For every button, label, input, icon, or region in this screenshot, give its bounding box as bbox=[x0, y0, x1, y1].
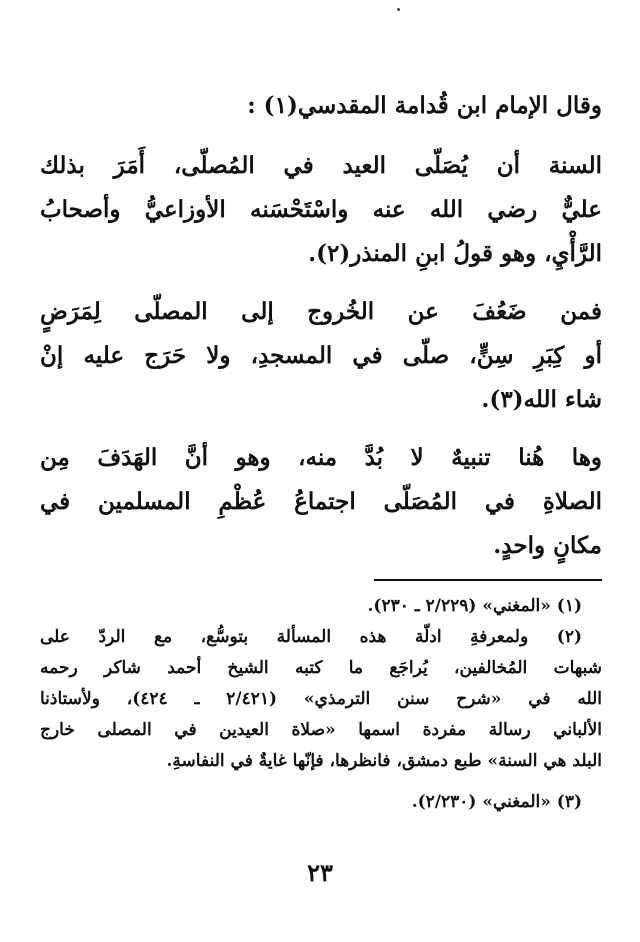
footnote-2-line-1: (٢) ولمعرفةِ ادلّة هذه المسألة بتوسُّع، مع الردّ على bbox=[40, 627, 582, 647]
paragraph-3-line-2: الصلاةِ في المُصَلّى اجتماعُ عُظْمِ المسلمين في bbox=[40, 488, 602, 515]
paragraph-1-line-2: عليٌّ رضي الله عنه واسْتَحْسَنه الأوزاعيُّ وأصحابُ bbox=[40, 196, 602, 223]
footnote-1: (١) «المغني» (٢/٢٢٩ ـ ٢٣٠). bbox=[367, 596, 582, 616]
footnote-2-line-4: الألباني رسالة مفردة اسمها «صلاة العيدين في المصلى خارج bbox=[40, 720, 602, 740]
footnote-2-line-2: شبهات المُخالفين، يُراجَع ما كتبه الشيخ أحمد شاكر رحمه bbox=[40, 658, 602, 678]
paragraph-2-line-1: فمن ضَعُفَ عن الخُروج إلى المصلّى لِمَرَضٍ bbox=[40, 298, 602, 325]
page-number: ٢٣ bbox=[307, 858, 333, 887]
intro-line: وقال الإمام ابن قُدامة المقدسي(١) : bbox=[247, 92, 602, 119]
paragraph-1-line-3: الرَّأْيِ، وهو قولُ ابنِ المنذر(٢). bbox=[308, 240, 602, 267]
paragraph-2-line-3: شاء الله(٣). bbox=[481, 386, 602, 413]
footnote-2-line-3: الله في «شرح سنن الترمذي» (٢/٤٢١ ـ ٤٢٤)، ولأستاذنا bbox=[40, 689, 602, 709]
paragraph-3-line-3: مكانٍ واحدٍ. bbox=[493, 532, 602, 559]
paragraph-2-line-2: أو كِبَرِ سِنٍّ، صلّى في المسجدِ، ولا حَرَج عليه إنْ bbox=[40, 342, 602, 369]
footnote-2-line-5: البلد هي السنة» طبع دمشق، فانظرها، فإنّها غايةٌ في النفاسةِ. bbox=[166, 751, 602, 771]
paragraph-3-line-1: وها هُنا تنبيهٌ لا بُدَّ منه، وهو أنَّ الهَدَفَ مِن bbox=[40, 444, 602, 471]
footnote-separator bbox=[374, 579, 602, 581]
footnote-3: (٣) «المغني» (٢/٢٣٠). bbox=[411, 792, 582, 812]
paragraph-1-line-1: السنة أن يُصَلّى العيد في المُصلّى، أَمَرَ بذلك bbox=[40, 152, 602, 179]
speck bbox=[397, 8, 400, 11]
